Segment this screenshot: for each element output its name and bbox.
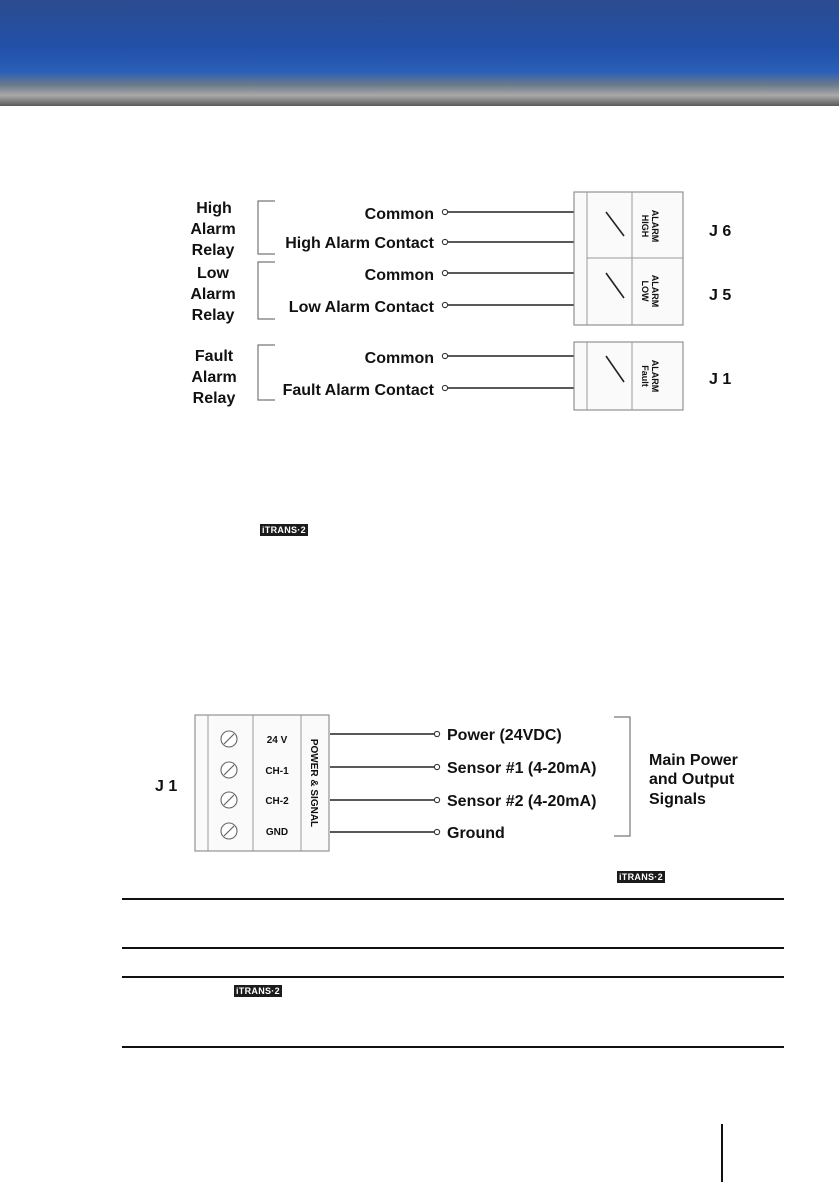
relay-label-high-line1: High — [196, 200, 232, 217]
low-common-label: Common — [364, 267, 434, 284]
divider-rule-1 — [122, 898, 784, 900]
pin-label-24v: 24 V — [266, 735, 288, 746]
relay-wiring-diagram — [0, 0, 839, 430]
connector-j5: J 5 — [709, 287, 732, 304]
relay-label-low-line2: Alarm — [190, 286, 236, 303]
divider-rule-4 — [122, 1046, 784, 1048]
relay-bracket-fault — [258, 345, 275, 400]
signal-ground: Ground — [447, 825, 505, 842]
power-connector-j1: J 1 — [155, 778, 178, 795]
relay-block-lower — [574, 342, 683, 410]
divider-rule-3 — [122, 976, 784, 978]
high-common-label: Common — [364, 206, 434, 223]
low-contact-label: Low Alarm Contact — [288, 299, 434, 316]
relay-label-fault-line1: Fault — [194, 348, 234, 365]
group-label-line3: Signals — [649, 791, 706, 808]
relay-label-fault-line3: Relay — [192, 390, 236, 407]
power-group-bracket — [614, 717, 630, 836]
brand-logo-badge-1: iTRANS·2 — [262, 525, 306, 535]
power-signal-diagram — [0, 700, 839, 860]
relay-bracket-high — [258, 201, 275, 254]
pin-label-ch1: CH-1 — [265, 766, 289, 777]
signal-sensor1: Sensor #1 (4-20mA) — [447, 760, 597, 777]
block-label-high-1: HIGH — [640, 214, 650, 238]
block-label-high-2: ALARM — [650, 209, 660, 243]
power-block-label: POWER & SIGNAL — [308, 738, 319, 828]
fault-contact-label: Fault Alarm Contact — [282, 382, 434, 399]
brand-logo-badge-3: iTRANS·2 — [236, 986, 280, 996]
relay-label-fault-line2: Alarm — [191, 369, 237, 386]
block-label-low-2: ALARM — [650, 274, 660, 308]
relay-label-low-line1: Low — [197, 265, 229, 282]
high-contact-label: High Alarm Contact — [285, 235, 434, 252]
connector-j1: J 1 — [709, 371, 732, 388]
signal-sensor2: Sensor #2 (4-20mA) — [447, 793, 597, 810]
group-label-line1: Main Power — [649, 752, 738, 769]
pin-label-gnd: GND — [265, 827, 289, 838]
relay-bracket-low — [258, 262, 275, 319]
fault-common-label: Common — [364, 350, 434, 367]
pin-label-ch2: CH-2 — [265, 796, 289, 807]
brand-logo-badge-2: iTRANS·2 — [619, 872, 663, 882]
block-label-low-1: LOW — [640, 280, 650, 302]
connector-j6: J 6 — [709, 223, 732, 240]
page-margin-marker — [721, 1124, 723, 1182]
signal-power: Power (24VDC) — [447, 727, 562, 744]
block-label-fault-1: Fault — [640, 365, 650, 387]
group-label-line2: and Output — [649, 771, 735, 788]
relay-label-low-line3: Relay — [191, 307, 235, 324]
relay-label-high-line3: Relay — [191, 242, 235, 259]
divider-rule-2 — [122, 947, 784, 949]
relay-label-high-line2: Alarm — [190, 221, 236, 238]
block-label-fault-2: ALARM — [650, 359, 660, 393]
